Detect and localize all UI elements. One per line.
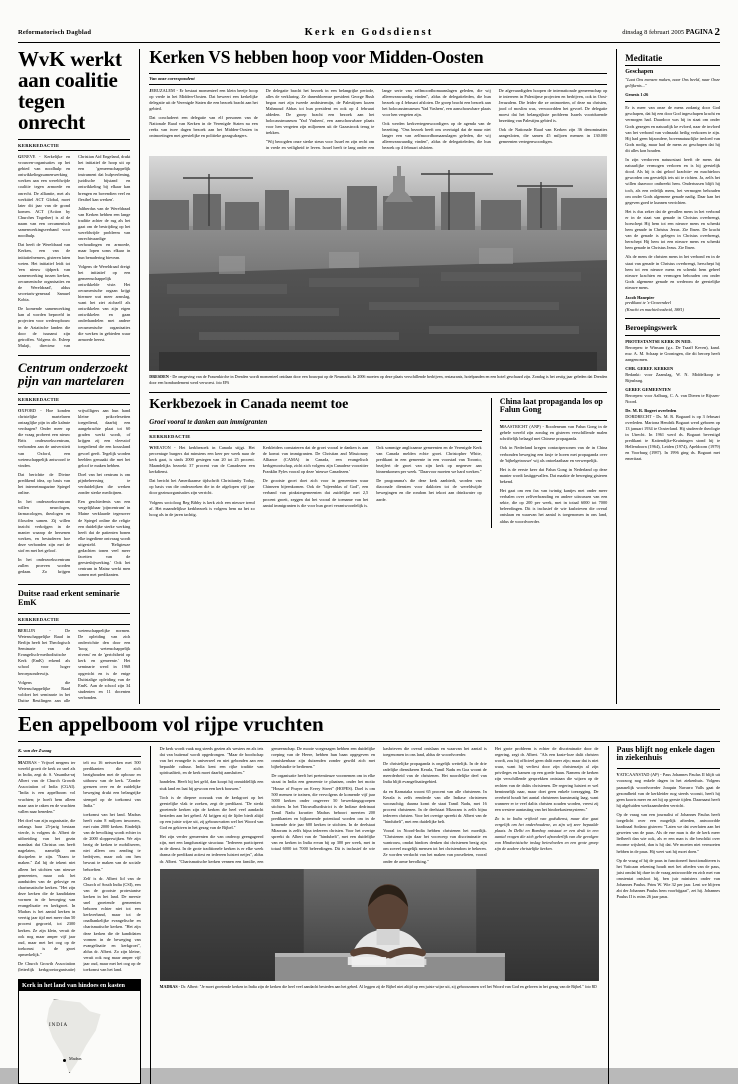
- china-para-0: MAASTRICHT (ANP) - Roodeneum van Falun Gong in de gehele wereld zijn zondag en gisteren verschillende malen schriftelijk belaagd met Chinese propaganda.: [499, 424, 608, 442]
- china-para-2: Het is de eerste keer dat Falun Gong in Nederland op deze manier wordt lastiggevallen. Dat maakte de beweging gisteren bekend.: [499, 466, 608, 484]
- wvk-para-3: Jaliberdus van de Wereldraad van Kerken hebben een lange traditie achter de rug als het gaat om de bestrijding op het wereldwijde probleem van onrechtvaardige verhoudingen en armoede, maar lopen soms elkaar in hun benadering bievean.: [78, 205, 131, 260]
- paus-para-2: Op de vraag of hij de paus in functioneel functionaliteren is het Vaticaan rekening houdt met het afteden van de paus, juist omdat bij dure in de vraag antwoordde en zich met van omstentat ontsloot hij, ben juir ministers onder van Johannes Paulus. Prins W. Wie 32 per jaar. Leni we blijven abt der Johannes Paulus hem voorbijgaat", zei hij. Johannes Paulus II is rnins 26 jaar paus.: [616, 857, 720, 900]
- meditatie-signature-name: Jacob Hanepier: [625, 295, 655, 300]
- kerken-vs-body: [149, 88, 607, 152]
- appelboom-para-7: Toch is de diepere oorzaak van de kerkgroei op het geestelijke vlak te zoeken, zegt de predikant. "De sterkt groeiende kerken zijn de kerken die heel veel aandacht besteden aan het gebed. Al krijgen zij de lijder biedt altijd op een juiste wijze uit, zij gebouwvatten wel het Woord van God en gekiven in het gezag van de Bijbel.": [159, 794, 264, 831]
- duitse-para-0: BERLIJN - De Wetenschappelijke Raad in Berlijn heeft het Theologisch Seminarie van de Evangelisch-methodistische Kerk (EmK) erkend als school voor hoger beroepsonderwijs.: [18, 627, 71, 676]
- bottom-section: [18, 709, 720, 1084]
- paus-body: [617, 772, 720, 900]
- meditatie-subtitle: Geschapen: [625, 69, 654, 75]
- appelboom-headline: Een appelboom vol rijpe vruchten: [18, 711, 324, 736]
- centrum-body: [18, 408, 130, 579]
- left-column: [18, 49, 130, 704]
- beroepingswerk-header-2: GEREF. GEMEENTEN: [625, 387, 671, 393]
- china-body: [500, 424, 608, 524]
- beroepingswerk-text-0: Beroepen: te Winsum (g.s. De Tsaaff Keven), kand. mw. A. M. Schaap te Groningen, die dit beroep heeft aangenomen.: [625, 345, 720, 363]
- meditatie-block: [625, 53, 720, 312]
- madras-photo-image: [160, 869, 599, 981]
- india-mapbox: [18, 979, 141, 1084]
- masthead-publication: Reformatorisch Dagblad: [18, 28, 92, 36]
- appelboom-para-6: handelen. Heeft hij het geld, dan koopt hij onmiddellijk een stuk land en laat hij gewoon een kerk bouwen.": [159, 779, 264, 791]
- wvk-para-0: GENEVE - Kerkelijke en vrouwen-organisaties op het gebied van noodhulp en ontwikkelingssamenwerking werken aan een wereldwijde coalitie tegen armoede en onrecht. De alliantie, met als werktitel ACT Global, moet later dit jaar van de grond komen. ACT (Action by Churches Together) is al de naam van een oecumenisch samenwerkingsverband voor noodhulp.: [18, 154, 71, 239]
- masthead-date: dinsdag 8 februari 2005: [622, 29, 685, 36]
- meditatie-verse: "Laat Ons mensen maken, naar Ons beeld, naar Onze gelijkenis...": [625, 77, 720, 89]
- kerkbezoek-headline: Kerkbezoek in Canada neemt toe: [149, 396, 349, 412]
- kerkbezoek-para-5: Ook sommige anglicaanse gemeenten en de Verenigde Kerk van Canada melden echte groei. Christopher White, predikant in een gemeente in een voorstad van Toronto, bezijfert de groei van zijn kerk op negenver aan binnenkomen per week. "Daarvoor moeten we hard werken.": [376, 444, 482, 475]
- appelboom-para-13: Het grote probleem is echter de discriminatie door de regering, zegt dr. Albert. "Als een kaste-loze dalit christen wordt, zou hij officieel geen dalit meer zijn; maar dat is niet waar, want hij verliest door zijn christenzijn al zijn privileges en kansen op een goede baan. Namens de kerken zijn verschillende gesprekken ontstaan die wijzen op de rechten van de dalits christenen. De regering luistert er wel beminnelijk naar, maar doet geen enkele toezegging. De overheid houdt het aantal christenen kunstmatig laag, want wanneer er te veel dalits christen zouden worden, vreest zij een westere aantasting van het hindoekastensysteem.": [494, 745, 599, 812]
- beroepingswerk-header-0: PROTESTANTSE KERK IN NED.: [625, 339, 692, 344]
- paus-block: [608, 746, 720, 1084]
- meditatie-para-1: In zijn verdorven natuurstaat heeft de mens dat natuurlijke vermogen verloren en is hij geestelijk dood. Als hij is dat geloof krachtte- en machteloos geworden om geestelijk iets uit te richten. Ja, zelfs het willen daarvoor ontbreekt hem. Ondertussen blijft hij toch, als een redelijk mens, het vermogen behouden om onder Gods algemene genade nadig. Daar kan het gegeven goed te kunnen verrichten.: [625, 157, 720, 205]
- wvk-kop: KERKREDACTIE: [18, 143, 60, 148]
- paus-para-0: VATICAANSTAD (AP) - Paus Johannes Paulus II blijft uit voorzorg nog enkele dagen in het ziekenhuis. Volgens paauselijk woordvoerder Joaquin Navarro Valls gaat de gezondheid van de kerkleider nog steeds vooruit, heeft hij geen koorts meer en zet hij op geeste tijden. Daarnaast heeft hij algeluiden werkzaamheden verricht.: [616, 772, 720, 808]
- kerken-vs-para-3: "Wij beoogden onze sterke steun voor Israel en zijn recht om in vrede en veiligheid te leven. Israel heeft te lang onder een lange serie van zelfmoordbomaanslagen geleden, die wij alleenvanwaardig vinden", aldus de delegatieleden, die hun bezoek op 4 februari afsloten. De groep bracht een bezoek aan het holocaustmuseum 'Yad Vashem', een aanschouwbare plaats voor hen vergeten zijn.: [265, 87, 491, 151]
- madras-photo: [160, 869, 599, 981]
- appelboom-para-14: Zo is in India vrijheid van godsdienst, maar doe gaat vergelijk om het onderhoudene, zo zijn wij zeer bepaalde plaats. In Delhi en Bombay ontstaat er een druk in een aantal vragen die zich geheel afzonderlijk van die gevolgen van Hindoeistische inslag beinvloeden en een grote groep zijn de andere christelijke kerken.: [494, 816, 599, 852]
- dresden-photo-caption: [149, 374, 607, 385]
- wvk-body: [18, 154, 130, 349]
- kerken-vs-byline: Van onze correspondent: [149, 75, 195, 81]
- top-section: [18, 49, 720, 704]
- kerken-vs-headline: Kerken VS hebben hoop voor Midden-Oosten: [149, 47, 484, 67]
- madras-caption-lead: MADRAS: [159, 983, 178, 989]
- dresden-photo: [149, 156, 607, 371]
- meditatie-signature-role: predikant te 's-Gravendeel: [625, 300, 671, 305]
- appelboom-para-0: MADRAS - Vrijwel nergens ter wereld groeit de kerk zo snel als in India, zegt dr. S. Vasantha-raj Albert van de Church Growth Association of India (CGAI). "India is een appelboom vol vruchten; je hoeft hem alleen maar aan te raken en de vruchten vallen naar beneden.": [18, 759, 76, 814]
- appelboom-para-10: De christelijke propaganda is ongelijk wettelijk. In de drie radelijke dienstkeren Kerala, Tamil Nadu en Goa woont de meerderheid van de christenen. Het noordelijke deel van India blijft evangelisatiegebied.: [383, 761, 487, 785]
- appelboom-body-left: [18, 760, 141, 975]
- china-para-1: Ook in Nederland kregen contactpersonen van de in China verbonden beweging een faxje te horen met propaganda over de 'bijbelgetrouwe' wij als ontoelaatbaar en verwerpelijk.: [499, 445, 608, 463]
- dresden-caption-lead: DRESDEN: [149, 374, 169, 380]
- right-column: [616, 49, 720, 704]
- masthead-date-page: [520, 26, 720, 38]
- centrum-para-0: OXFORD - Hoe konden christelijke martelaren ontzaglijke pijn in alle kalmte verdragen? Onder meer op die vraag probeert een nieuw Brits onderzoekscentrum, verbonden aan de universiteit van Oxford, een wetenschappelijk antwoord te vinden.: [18, 407, 71, 468]
- kerken-vs-para-2: De delegatie bracht het bezoek in een belangrijke periode, alles de verklaring. Ze danenbloemse president George Bush begon met zijn tweede ambtstermijn, de Palestijnen kozen Mahmoud Abbas tot hun president en ook op 4 februari afdeden. De groep bracht een bezoek aan het holocaustmuseum 'Yad Vashem', een aanschouwbare plaats voor hen vergeten zijn miljoenen uit de Gazastrook terug te trekken.: [265, 87, 375, 136]
- meditatie-signature: [625, 295, 720, 312]
- appelboom-para-4: Zelf is dr. Albert lid van de Church of South India (CSI), een van de grootste protestantse kerken in het land. De meeste snel groeiende gemeenten behoren echter niet tot een kerkverband, maar tot de onafhankelijke evangelische en charismatische kerken. "Het zijn deze kerken die de kandidaten vormen in de beweging van evangelisatie en kerkgroei", aldus dr. Albert. Zo zijn kleine, veruit ook nog maar amper vijf jaar oud, maar met het oog op de toekomst van het land.: [83, 875, 141, 973]
- kerkbezoek-para-0: WHEATON - Het kerkbezoek in Canada stijgt. Het percentage burgers dat minstens een keer per week naar de kerk gaat, is sinds 2000 gestegen van 20 tot 25 procent. Maandelijks bezoekt 37 procent van de Canadezen een kerkdienst.: [149, 444, 255, 475]
- paus-para-1: Op de vraag van een journalist of Johannes Paulus heeft toegelicht over een mogelijk aftreden, antwoordde kardinaal Sodano gisteren: "Laten we dat overlaten aan het geweten van de paus. Als de ene man is die de kerk meer liefheeft dan wie ook, als er een man is die beschikt over enorme wijsheid, dan is hij dat. We moeten niet vermoeien hebben in de paus. Hij weet wat hij moet doen.": [616, 811, 720, 854]
- duitse-body: [18, 628, 130, 704]
- masthead-page-number: 2: [714, 26, 720, 38]
- centrum-para-5: Een geschiedenis van een vergelijkbaar 'pijncentrum' in Maine verklaarde tegenover de Spiegel online die religie een duidelijke sterke werking heeft dat de patienten bonen elke ingediene ontvraag wordt uitgesteld. 'Religieuze gedachten tonen veel meer facetten van de geestesbijwerking.' Ook het centrum in Mainz werkt men samen met predikanten.: [78, 499, 131, 578]
- kerken-vs-para-0: JERUZALEM - Er bestaat momenteel een klein beetje hoop op vrede in het Midden-Oosten. Dat beweert een kerkelijke delegatie uit de Verenigde Staten die een bezoek bracht aan het gebied.: [149, 87, 258, 111]
- duitse-headline: Duitse raad erkent seminarie EmK: [18, 589, 120, 607]
- kerken-vs-para-1: Dat concludeert een delegatie van elf personen van de Nationale Raad van Kerken in de Verenigde Staten na een reeks van twee dagen bezoek aan het Midden-Oosten in ontmoetingen met geestelijke en politieke gezagsdragers.: [149, 114, 258, 139]
- centrum-kop: KERKREDACTIE: [18, 396, 60, 402]
- wvk-headline: WvK werkt aan coalitie tegen onrecht: [18, 47, 122, 134]
- appelboom-center: [150, 746, 599, 1084]
- meditatie-signature-note: (Kracht en machteloosheid, 1881): [625, 307, 684, 312]
- center-column: [139, 49, 607, 704]
- india-shape: [43, 999, 103, 1073]
- duitse-kop: KERKREDACTIE: [18, 616, 60, 622]
- appelboom-body-center: [160, 746, 599, 865]
- china-para-3: Het gaat om een fax van twintig kantjes met onder meer verhalen over zelfverbranding en andere uitwassen van een sekte, die op 200 per week, met in totaal 6000 tot 7000 beleerdingen. Dit is inclusief de wie kasbrieven die overal ontslaan en waarvan het aantal is toegenomen in ons land, aldus de woordvoerder.: [499, 488, 608, 524]
- appelboom-para-5: De kerk wordt vaak nog steeds gezien als westers en als iets dat van buitenaf wordt opgedrongen. "Maar de boodschap van het evangelie is universeel en niet gebonden aan een bepaalde cultuur. India kent een rijke traditie van spiritualiteit, en de kerk moet daarbij aansluiten.": [159, 745, 264, 776]
- meditatie-para-2: Het is dus zeker dat de gevallen mens in het verbond er in de staat van genade in Christus overbrengt, hoeschept Hij hem tot een nieuwe mens en schenkt hem genade in Christus Jezus. Zie Ibsen. De kracht van de genade is gelegen in Christus overbrengt, herschept Hij hem tot een nieuwe mens en schenkt hem genade in Christus Jezus. Zie Ibsen.: [625, 208, 720, 251]
- appelboom-left: [18, 746, 141, 1084]
- wvk-para-1: Dat heeft de Wereldraad van Kerken, een van de initiatiefnemers, gisteren laten weten. Het initiatief leidt tot 'een nieuw tijdperk van samenwerking tussen kerken, oecumenische organisaties en de Wereldraad', aldus secretaris-generaal Samuel Kobia.: [18, 242, 71, 303]
- centrum-para-1: Dat berichtte de Divine predikend idea, op basis van het internetmagazine Spiegel online.: [18, 471, 71, 496]
- madras-photo-caption: [160, 984, 599, 990]
- centrum-headline: Centrum onderzoekt pijn van martelaren: [18, 359, 128, 388]
- paus-headline: Paus blijft nog enkele dagen in ziekenhuis: [616, 744, 715, 763]
- appelboom-para-9: De organisatie heeft het pretentieuze voornemen om in elke straat in India een gemeente te plaatsen, onder het motto "House of Prayer on Every Street" (HOPES). Doel is om 500 mensen te trainen, die vervolgens de komende vijf jaar 5000 kerken onder ongeveer 50 bewerkingsgroepen stichten. In het Thiruvallurdistrict is de Indiase dedrinaat Tamil Nadu kwartier Madras behoort meerten 200 predikanten en bijkomende potentiaal worden om in de komende drie jaar 600 kerken te stichten. In de deelstaat Mizoram is zelfs bijna iedereen christen. Voor het overige spreekt dr. Albert van de "hindubelt", met een duidelijke van en kerken in India ervan bij op 300 per week, met in totaal 6000 tot 7000 beleerdingen. Dit is inclusief de wie kasbrieven die overal ontslaan en waarvan het aantal is toegenomen in ons land, aldus de woordvoerder.: [271, 745, 487, 852]
- meditatie-reference: Genesis 1:26: [625, 92, 649, 98]
- masthead-page-label: PAGINA: [685, 28, 713, 36]
- appelboom-para-3: toekomst van het land. Madras heeft ruim 8 miljoen inwoners, met ruim 2000 kerken. Eindelijk van de bevolking wordt echter in de 2000 slopperwijken. We zijn bezig de kerken te mobiliseren, niet alleen om zending te bedrijven, maar ook om hen bewust te maken van de sociale behoeften.": [83, 811, 141, 872]
- kerkbezoek-kop: KERKREDACTIE: [149, 433, 191, 439]
- beroepingswerk-header-3: De. M. R. Bogert overleden: [625, 408, 677, 414]
- appelboom-para-8: Het zijn verder gemeenten die van onderop geengageerd zijn, met een langdurratige structuur. "Iedereen participeert in de dienst. In de grote traditionele kerken is er elke week drama de predikant actiest en iedereen luistert netjes", aldus dr. Albert. "Charismatische kerken vennen een familie, een gemeenschap. De mooie voegezagen hebben een duidelijke roeping van de Heere, hebben hun baan opgegeven en onmiskenbaar zijn duizenden zonder gewild zich met bijbelstudie te bedienen.": [159, 745, 376, 864]
- kerkbezoek-subhead: Groei vooral te danken aan immigranten: [149, 417, 268, 426]
- kerken-vs-para-4: Ook werden kerkvertegenwoordigers op de agenda van de bezetting. "Ons bezoek heeft ons overtuigd dat de muur niet langer een van zelfmoordbomaanslagen geleden, die wij alleenvanwaardig vinden", aldus de delegatieleden, die hun bezoek op 4 februari afsloten.: [382, 120, 491, 151]
- kerkbezoek-para-3: Kerkleiders constateren dat de groei vooral te danken is aan de komst van immigranten. De Christian and Missionary Alliance (CAMA) in Canada, een evangelisch kerkgenootschap, zicht zich volgens zijn Canadese voorzitter Franklin Pyles vooral op deze 'nieuwe Canadezen.': [262, 444, 369, 475]
- centrum-para-2: In het onderzoekscentrum willen neurologen, farmacologen, theologen en filosofen samen. Zij willen inzicht verkrijgen in de manier waarop de hersenen werken, en bestuderen hoe deze verbonden zijn met de stof en met het geloof.: [18, 499, 71, 553]
- mapbox-title: Kerk in het land van hindoes en kasten: [19, 980, 140, 992]
- appelboom-byline: K. van der Zwaag: [18, 747, 52, 753]
- duitse-para-1: Volgens die Wetenschappelijke Raad voldoet het seminarie in het Duitse Reutlingen aan alle wetenschappelijke normen. De opleiding van zich onderrichtte den door een 'hoog wetenschappelijk niveau' en de 'gerichtheid op kerk en gemeente.' Het seminarie werd in 1968 opgericht en is de enige Duitstalige opleiding van de EmK. Aan de school zijn 34 studenten en 11 docenten verbonden.: [18, 627, 131, 703]
- appelboom-para-11: da en Karnataka woont 65 procent van alle christenen. In Kerala is zelfs eenderde van alle Indiase christenen woonachtig; daarna komt de staat Tamil Nadu, met 16 procent christenen. In de deelstaat Mizoram is zelfs bijna iedereen christen. Voor het overige spreekt dr. Albert van de "hindubelt", met een duidelijke belt.: [383, 788, 487, 824]
- dresden-photo-image: [149, 156, 607, 371]
- kerkbezoek-para-2: Volgens socioloog Reg Bibby is kerk zich een nieuwe trend af. Het maandelijkse kerkbezoek is volgens hem na het zo hoog als in de jaren tachtig.: [149, 499, 255, 517]
- centrum-para-4: Doel van het centrum is om pijnbeheersing te verduidelijken die werken zonder sterke medicijnen.: [78, 471, 131, 496]
- madras-photo-credit: foto RD: [585, 984, 597, 989]
- meditatie-para-3: Als de mens de christen mens in het verbond en in de staat van genade in Christus overbrengt, herschept hij hem tot een nieuwe mens en schenkt hem geheel nieuwe krachten en vermogen behouden om onder Gods algemene genade en wederom de geestelijke nieuwe mens.: [625, 254, 720, 290]
- kerkbezoek-para-1: Dat bericht het Amerikaanse tijdschrift Christianity Today, op basis van die onderzoeken die in de afgelopen vijf jaar door gezinsorganisaties zijn verricht.: [149, 478, 255, 496]
- beroepingswerk-text-2: Beroepen: voor Aalburg, C. A. van Dieren te Rijssen-Noord.: [625, 393, 720, 405]
- china-headline: China laat propaganda los op Falun Gong: [499, 396, 603, 414]
- appelboom-para-1: Het doel van zijn organisatie, die onlangs haar 25-jarig bestaan vierde, is volgens dr. Albert de uitbreiding van het gezin mandaat dat Christus ons heeft nagelaten, namelijk om discipelen te zijn. "Naam te maken." Zal hij de tekent niet alleen het stichten van nieuwe gemeenten, maar ook het aanduiden van de gelovige en charismatische kerken. "Het zijn deze kerken die de kandidaten vormen in de beweging van evangelisatie en kerkgroei. In Madras is het aantal kerken in veertig jaar tijd met meer dan 50 procent gegroeid, tot 2300 kerken. Ze zijn klein, veruit de ook nog maar amper vijf jaar oud, maar met het oog op de toekomst is de groei opmerkelijk.": [18, 817, 76, 957]
- meditatie-title: Meditatie: [625, 53, 663, 63]
- madras-caption-text: - Dr. Albert: "Je moet groeiende kerken in India zijn de kerken die heel veel aandacht besteden aan het gebed. Al leggen zij de Bijbel niet altijd op een juiste wijze uit, zij gehoorzamen wel het Woord van God en geloven in het gezag van de Bijbel.": [178, 983, 585, 989]
- kerken-vs-para-6: Ook de Nationale Raad van Kerken zijn 36 denominaties aangesloten, die samen 45 miljoen mensen in 130.000 gemeenten vertegenwoordigen.: [498, 127, 608, 145]
- masthead-section-title: Kerk en Godsdienst: [304, 26, 434, 38]
- meditatie-para-0: Er is meer van onze de mens zodanig door God geschapen, dat hij een door God ingeschapen kracht en vermogen had. Daardoor was hij in staat om onder Gods gezegen en natuurlijk ke evloed, naar de invloed van het verbond van volmaakt heilig verkozen te zijn. Hij had geen bijzondere, bovennatuurlijke invloed van Gods nodig, maar had de mens zo geschapen dat hij dit alles kon houden.: [625, 105, 720, 153]
- kerkbezoek-body: [149, 445, 481, 518]
- masthead: [18, 26, 720, 43]
- beroepingswerk-text-3: DORDRECHT - Ds. M. R. Bogaard is op 3 februari overleden. Mariona Hendrik Bogaart werd geboren op 13 januari 1934 te Oosterland. Hij studeerde theologie in Utrecht. In 1961 werd ds. Bogaart bevestigd predikant te Kattendijke-Kruiningen stond hij te Hellendoorn (1964), Leiden (1974), Apeldoorn (1979) en Voorburg (1987). In 1996 ging ds. Bogaart met emeritaat.: [625, 414, 720, 462]
- wvk-para-4: Volgens de Wereldraad dreigt het initiatief op een gemeenschappelijk ontwikkelde visie. Het oecumenische orgaan krijgt hiermee wat meer armslag, want het ziet zichzelf als ontwikkelen van zijn eigen ontwikkelen en gaan onderhandelen met andere oecumenische organisaties die werken in gebieden waar armoede heerst.: [78, 263, 131, 342]
- madras-label: Madras: [69, 1056, 82, 1062]
- india-map: [19, 991, 140, 1083]
- appelboom-para-12: Vooral in Noord-India hebben christenen het moeilijk. "Christenen zijn daar het voorwerp van discriminatie en wantrouw, omdat hindoes denken dat christenen bezig zijn om zoveel mogelijk mensen tot het christendom te bekeren. Ze worden verdacht van het maken van proselieten, vooral onder de arme bevolking.": [383, 828, 487, 864]
- kerkbezoek-para-6: De programma's die deze kerk aanbiedt, worden van diaconale diensten voor dakloten tot de wereldwijde bewegingen en die rondom het tekort aan drinkwater op aarde.: [376, 478, 482, 502]
- wvk-para-2: De komende samenwerking kan al worden beproefd in projecten voor wederopbouw in de Aziatische landen die door de tsunami zijn getroffen. Volgens dr. Esleep Mulaji, directeur van Christian Aid Engeland, drukt het initiatief de hoop uit op een 'gemeenschappelijk instrument dat hulpverlening, juridische bijstand en ontwikkeling bij elkaar kan brengen en bovendien veel en flexibel kan werken'.: [18, 154, 131, 348]
- beroepingswerk-block: [625, 323, 720, 462]
- india-country-label: INDIA: [49, 1023, 69, 1029]
- beroepingswerk-header-1: CHR. GEREF. KERKEN: [625, 366, 674, 372]
- dresden-caption-text: - De omgeving van de Frauenkirche in Dresden wordt momenteel ontdaan door een bouwput op de Neumarkt. In 2006 moeten op deze plaats verschillende bedrijven, restaurants, hotelpanden en een hotel geschaard zijn. Zondag is het zestig jaar geleden dat Dresden door een bombardement werd verwoest.: [149, 374, 608, 385]
- kerken-vs-para-5: De afgevaardigden hoopen de internationale gemeenschap op te intereren in Palestijnse projecten en bedrijven, ook in Oost-Jeruzalem. Die leider die ze ontmoetten, of deze nu christen, jood of moslim was, verwoordden het gevoel. De delegatie moest dat het belangrijkste probleem Israels voortdurende bezetting van Palestijns gebied is.: [498, 87, 608, 123]
- appelboom-para-2: De Church Growth Association (letterlijk kerkgroeiorganisatie) telt nu 16 netwerken met 500 predikanten die zich bezighouden met de opbouw en uitbouw van de kerk. "Zonder grenzen over en de zuidelijke beweging drukt een belangrijke stempel op de toekomst van India.": [18, 759, 141, 973]
- beroepingswerk-title: Beroepingswerk: [625, 323, 678, 332]
- beroepingswerk-text-1: Bedankt: voor Zaanslag, W. N. Middelkoop te Rijnsburg.: [625, 372, 720, 384]
- dresden-photo-credit: foto EPA: [216, 380, 230, 385]
- kerkbezoek-para-4: De grootste groei doet zich voor in gemeenten waar Chinezen bijeenkomen. Ook de "bijeenblas of God", een verband van pinkstergemeenten dat zuidelijke met 2,5 procent groeit, zeggen dat het vooral de toename van het aantal immigranten is die voor hun groei verantwoordelijk is.: [262, 478, 369, 508]
- centrum-para-3: In het onderzoekscentrum zullen proeven worden gedaan. Zo krijgen vrijwilligers aan hun hand kleine prikcelexetten toegediend, daarbij een aangebrachte plaat tot 60 graden werkt wordt, of krijgen zij een vleesstof toegediend die een koussland gevoel geeft. Tegelijk worden beelden gemaakt die met het geloof te maken hebben.: [18, 407, 131, 575]
